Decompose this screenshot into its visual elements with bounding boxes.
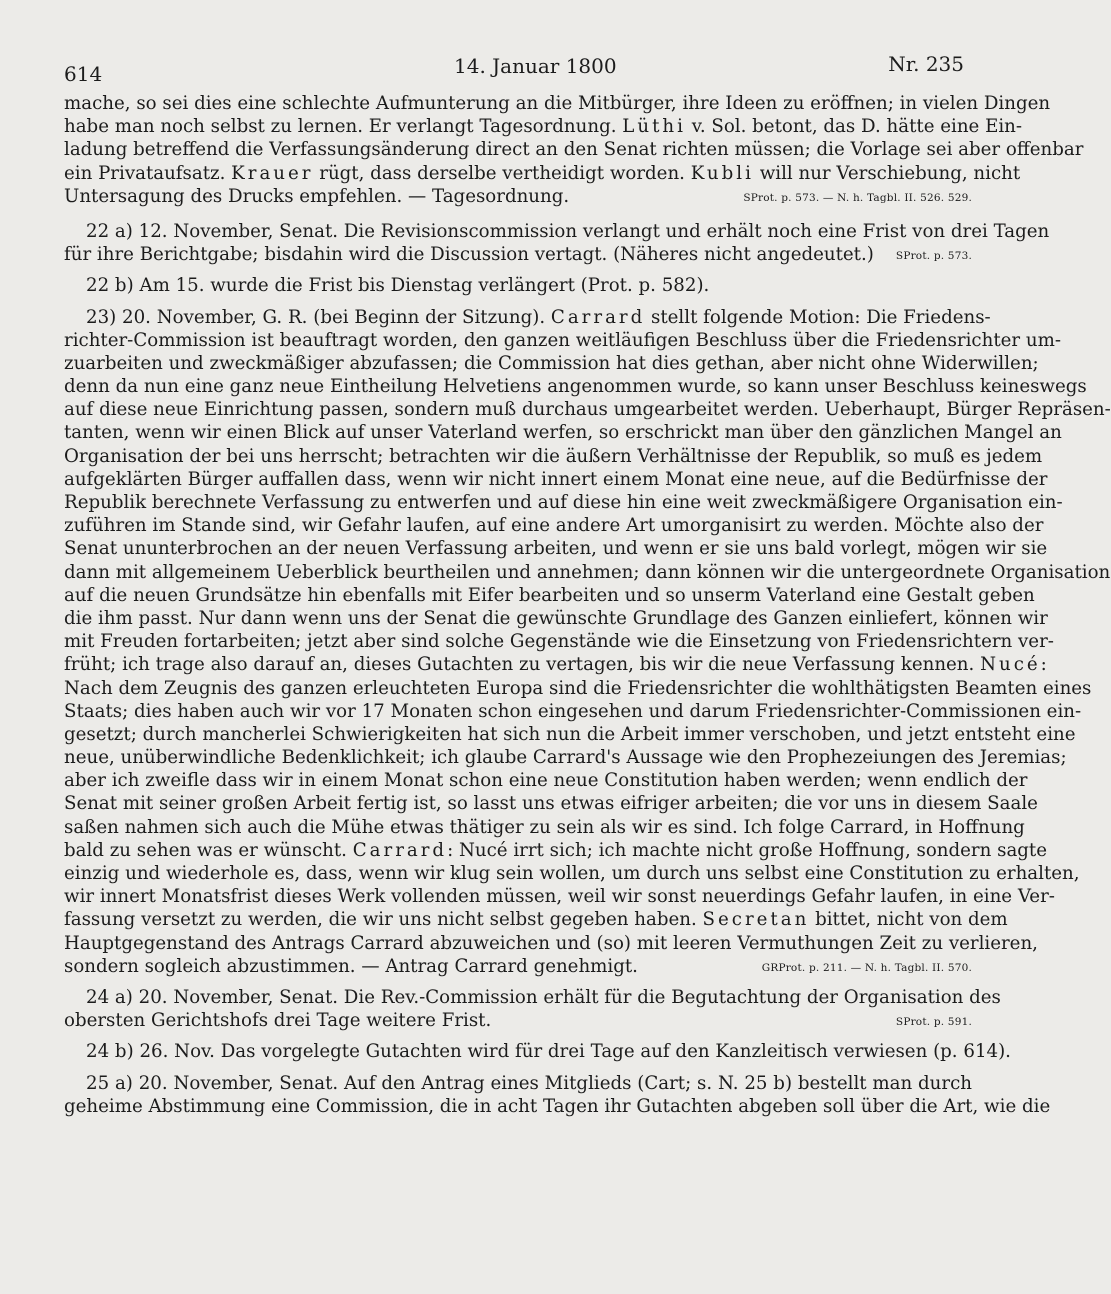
text-run: für ihre Berichtgabe; bisdahin wird die Discussion vertagt. (Näheres nicht angedeutet.): [64, 244, 874, 266]
text-run: v. Sol. betont, das D. hätte eine Ein-: [685, 116, 1023, 138]
text-run: einzig und wiederhole es, dass, wenn wir klug sein wollen, um durch uns selbst eine Constitution zu erhalten,: [64, 863, 1080, 884]
text-line: [64, 352, 1039, 375]
text-run: bald zu sehen was er wünscht.: [64, 839, 353, 861]
text-line: [64, 1040, 1011, 1063]
speaker-name: Carrard: [550, 306, 646, 328]
speaker-name: Secretan: [702, 909, 810, 931]
speaker-name: Carrard: [352, 839, 448, 861]
text-line: [64, 839, 1047, 862]
text-line: [64, 421, 1062, 444]
text-line: [64, 1095, 1051, 1118]
text-run: habe man noch selbst zu lernen. Er verlangt Tagesordnung.: [64, 116, 623, 138]
text-line: [64, 468, 1048, 491]
text-run: gesetzt; durch mancherlei Schwierigkeiten hat sich nun die Arbeit immer verschoben, und jetzt entsteht eine: [64, 723, 1076, 745]
text-line: [64, 607, 1048, 630]
text-run: will nur Verschiebung, nicht: [753, 162, 1021, 184]
text-run: geheime Abstimmung eine Commission, die in acht Tagen ihr Gutachten abgeben soll über die Art, wie die: [64, 1095, 1051, 1117]
protocol-reference: SProt. p. 573.: [895, 250, 972, 263]
text-line: [64, 816, 1025, 839]
text-line: [64, 792, 1038, 815]
text-line: [64, 445, 1043, 468]
text-line: [64, 243, 972, 266]
text-line: [64, 375, 1087, 398]
text-line: [64, 185, 972, 208]
text-line: [64, 932, 1038, 955]
protocol-reference: SProt. p. 573. — N. h. Tagbl. II. 526. 529.: [743, 191, 972, 204]
text-run: ein Privataufsatz.: [64, 162, 232, 184]
text-run: 25 a) 20. November, Senat. Auf den Antrag eines Mitglieds (Cart; s. N. 25 b) bestellt man durch: [86, 1072, 972, 1094]
page-number: 614: [64, 62, 103, 86]
text-run: Senat ununterbrochen an der neuen Verfassung arbeiten, und wenn er sie uns bald vorlegt, mögen wir sie: [64, 538, 1048, 560]
document-number: Nr. 235: [888, 52, 964, 76]
text-line: [64, 862, 1080, 885]
header-date: 14. Januar 1800: [454, 54, 617, 78]
text-line: [64, 491, 1063, 514]
text-line: [64, 677, 1092, 700]
text-line: [64, 115, 1023, 138]
running-header: [64, 52, 964, 84]
text-run: die ihm passt. Nur dann wenn uns der Senat die gewünschte Grundlage des Ganzen einliefert, können wir: [64, 607, 1048, 629]
text-run: auf diese neue Einrichtung passen, sondern muß durchaus umgearbeitet werden. Ueberhaupt, Bürger Repräsen-: [64, 399, 1111, 421]
text-run: tanten, wenn wir einen Blick auf unser Vaterland werfen, so erschrickt man über den gänzlichen Mangel an: [64, 422, 1062, 444]
text-run: Senat mit seiner großen Arbeit fertig ist, so lasst uns etwas eifriger arbeiten; die vor uns in diesem Saale: [64, 793, 1038, 815]
text-run: auf die neuen Grundsätze hin ebenfalls mit Eifer bearbeiten und so unserm Vaterland eine Gestalt geben: [64, 584, 1035, 606]
text-run: Hauptgegenstand des Antrags Carrard abzuweichen und (so) mit leeren Vermuthungen Zeit zu verlieren,: [64, 932, 1038, 954]
text-line: [64, 274, 972, 297]
text-run: ladung betreffend die Verfassungsänderung direct an den Senat richten müssen; die Vorlage sei aber offenbar: [64, 139, 1084, 161]
text-line: [64, 769, 1028, 792]
text-line: [64, 306, 991, 329]
text-run: 24 b) 26. Nov. Das vorgelegte Gutachten wird für drei Tage auf den Kanzleitisch verwiesen (p. 614).: [86, 1041, 1011, 1063]
speaker-name: Krauer: [231, 162, 314, 184]
text-run: 23) 20. November, G. R. (bei Beginn der Sitzung).: [86, 306, 551, 328]
text-run: 22 a) 12. November, Senat. Die Revisionscommission verlangt und erhält noch eine Frist von drei Tagen: [86, 220, 1050, 242]
text-line: [64, 1009, 972, 1032]
text-line: [64, 398, 1111, 421]
text-line: [64, 584, 1035, 607]
text-run: Republik berechnete Verfassung zu entwerfen und auf diese hin eine weit zweckmäßigere Organisation ein-: [64, 492, 1063, 513]
text-run: obersten Gerichtshofs drei Tage weitere Frist.: [64, 1010, 492, 1032]
text-line: [64, 92, 1051, 115]
text-line: [64, 885, 1055, 908]
text-line: [64, 514, 1044, 537]
text-run: 24 a) 20. November, Senat. Die Rev.-Commission erhält für die Begutachtung der Organisation des: [86, 986, 1001, 1008]
text-run: Untersagung des Drucks empfehlen. — Tagesordnung.: [64, 185, 570, 207]
text-run: mache, so sei dies eine schlechte Aufmunterung an die Mitbürger, ihre Ideen zu eröffnen; in vielen Dingen: [64, 93, 1051, 114]
text-run: stellt folgende Motion: Die Friedens-: [645, 306, 991, 328]
text-run: mit Freuden fortarbeiten; jetzt aber sind solche Gegenstände wie die Einsetzung von Friedensrichtern ver-: [64, 631, 1054, 653]
text-run: aufgeklärten Bürger auffallen dass, wenn wir nicht innert einem Monat eine neue, auf die Bedürfnisse der: [64, 468, 1048, 490]
text-line: [64, 723, 1076, 746]
text-run: früht; ich trage also darauf an, dieses Gutachten zu vertagen, bis wir die neue Verfassung kennen.: [64, 654, 981, 676]
text-run: saßen nahmen sich auch die Mühe etwas thätiger zu sein als wir es sind. Ich folge Carrard, in Hoffnung: [64, 816, 1025, 838]
text-line: [64, 162, 1021, 185]
text-line: [64, 653, 1047, 676]
text-run: 22 b) Am 15. wurde die Frist bis Dienstag verlängert (Prot. p. 582).: [86, 275, 710, 297]
text-run: :: [1040, 654, 1047, 676]
text-line: [64, 746, 1067, 769]
protocol-reference: SProt. p. 591.: [895, 1016, 972, 1029]
speaker-name: Lüthi: [622, 116, 686, 138]
protocol-reference: GRProt. p. 211. — N. h. Tagbl. II. 570.: [761, 961, 972, 974]
text-line: [64, 537, 1048, 560]
text-run: wir innert Monatsfrist dieses Werk vollenden müssen, weil wir sonst neuerdings Gefahr laufen, in eine Ver-: [64, 886, 1055, 908]
text-run: Nach dem Zeugnis des ganzen erleuchteten Europa sind die Friedensrichter die wohlthätigsten Beamten eines: [64, 677, 1092, 699]
text-run: neue, unüberwindliche Bedenklichkeit; ich glaube Carrard's Aussage wie den Prophezeiungen des Jeremias;: [64, 747, 1067, 769]
text-run: zuarbeiten und zweckmäßiger abzufassen; die Commission hat dies gethan, aber nicht ohne Widerwillen;: [64, 352, 1039, 374]
text-line: [64, 561, 1111, 584]
text-run: Staats; dies haben auch wir vor 17 Monaten schon eingesehen und darum Friedensrichter-Commissionen ein-: [64, 700, 1082, 722]
text-line: [64, 630, 1054, 653]
text-run: sondern sogleich abzustimmen. — Antrag Carrard genehmigt.: [64, 955, 638, 977]
text-line: [64, 955, 972, 978]
text-line: [64, 908, 1008, 931]
speaker-name: Nucé: [980, 654, 1041, 676]
text-line: [64, 1072, 972, 1095]
text-run: : Nucé irrt sich; ich machte nicht große Hoffnung, sondern sagte: [447, 839, 1047, 861]
text-run: bittet, nicht von dem: [809, 909, 1008, 931]
body-text: [64, 92, 1111, 1118]
text-line: [64, 138, 1084, 161]
text-run: rügt, dass derselbe vertheidigt worden.: [313, 162, 691, 184]
text-run: denn da nun eine ganz neue Eintheilung Helvetiens angenommen wurde, so kann unser Beschluss keineswegs: [64, 376, 1087, 398]
text-run: dann mit allgemeinem Ueberblick beurtheilen und annehmen; dann können wir die untergeordnete Organisation: [64, 561, 1111, 583]
text-line: [64, 220, 1050, 243]
text-run: zuführen im Stande sind, wir Gefahr laufen, auf eine andere Art umorganisirt zu werden. Möchte also der: [64, 515, 1044, 537]
text-run: fassung versetzt zu werden, die wir uns nicht selbst gegeben haben.: [64, 909, 703, 931]
speaker-name: Kubli: [690, 162, 754, 184]
text-run: aber ich zweifle dass wir in einem Monat schon eine neue Constitution haben werden; wenn endlich der: [64, 770, 1028, 792]
text-line: [64, 700, 1082, 723]
text-run: Organisation der bei uns herrscht; betrachten wir die äußern Verhältnisse der Republik, so muß es jedem: [64, 445, 1043, 467]
text-line: [64, 986, 1001, 1009]
text-run: richter-Commission ist beauftragt worden, den ganzen weitläufigen Beschluss über die Friedensrichter um-: [64, 329, 1061, 351]
text-line: [64, 329, 1061, 352]
